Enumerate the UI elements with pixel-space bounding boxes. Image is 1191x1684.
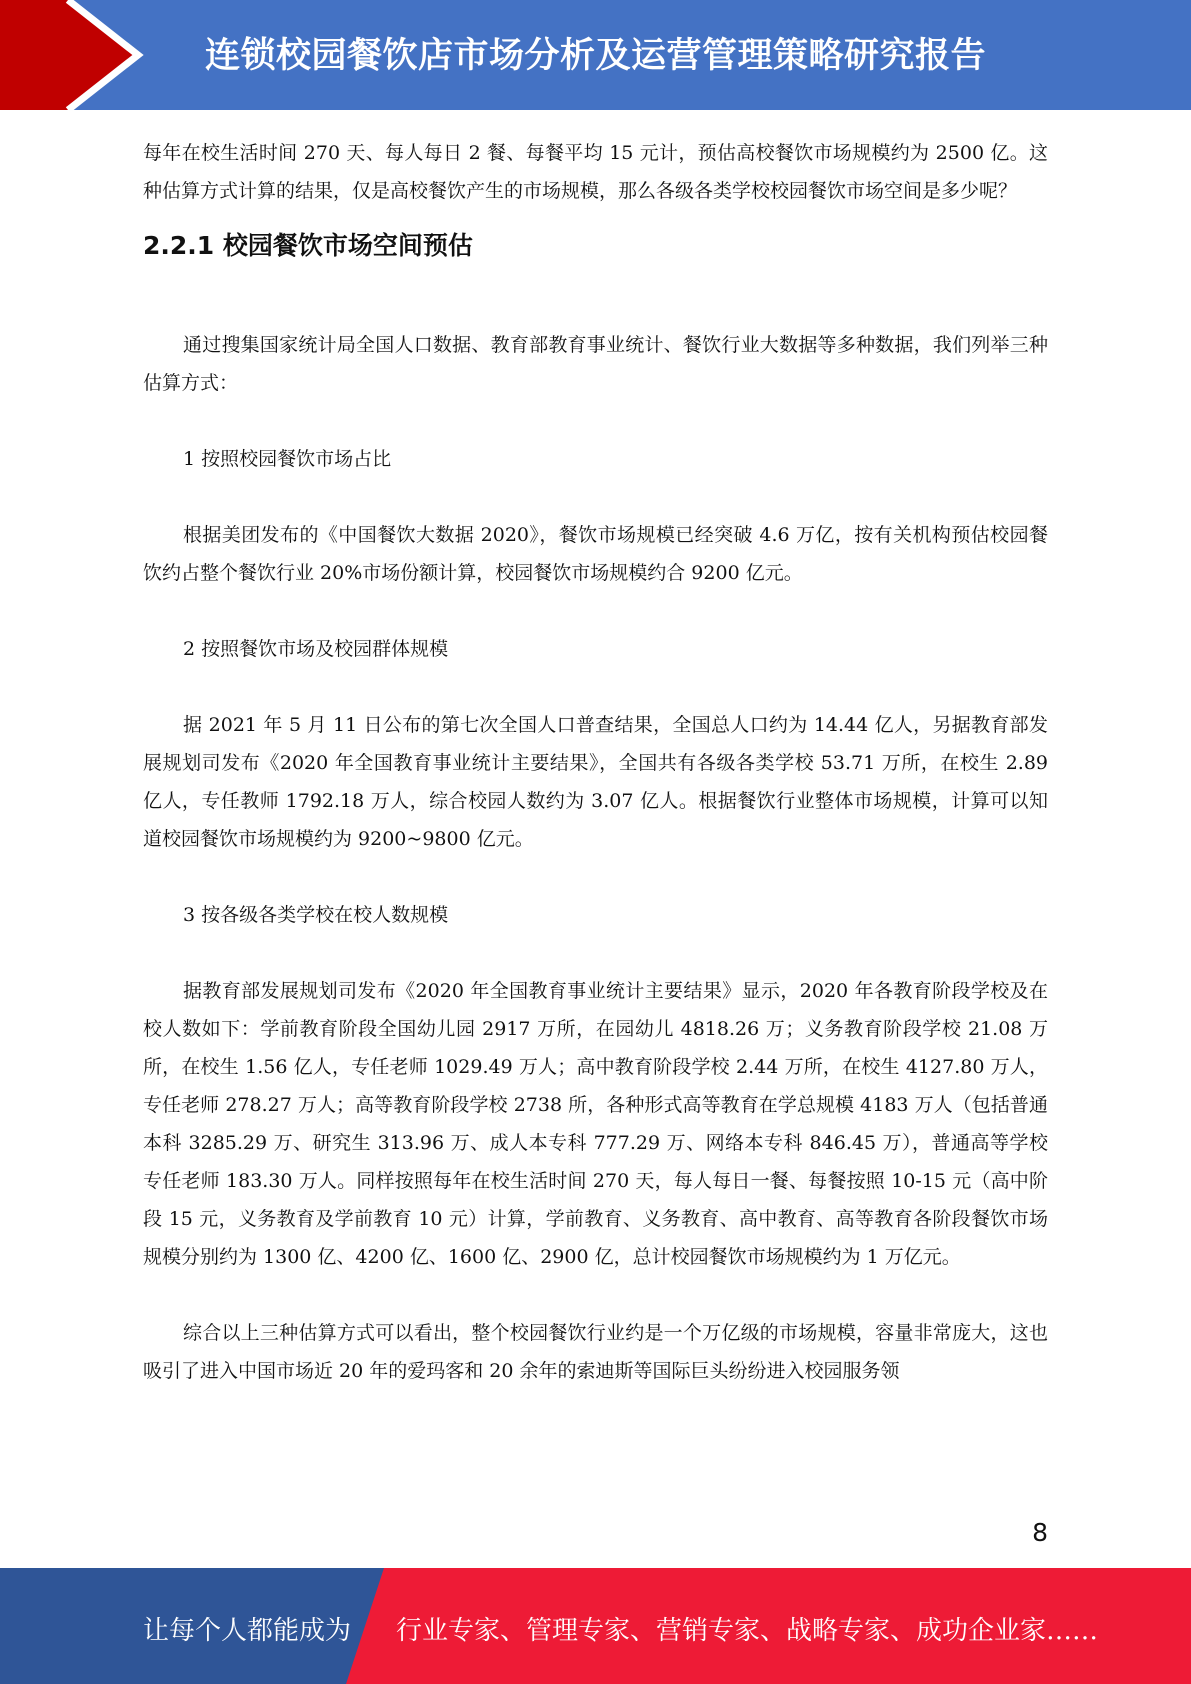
method-2-title: 2 按照餐饮市场及校园群体规模 — [183, 638, 449, 660]
method-1-title: 1 按照校园餐饮市场占比 — [183, 448, 392, 470]
conclusion-paragraph: 综合以上三种估算方式可以看出，整个校园餐饮行业约是一个万亿级的市场规模，容量非常庞大，这也吸引了进入中国市场近 20 年的爱玛客和 20 余年的索迪斯等国际巨头纷纷进入校园服务领 — [143, 1322, 1048, 1382]
method-2-paragraph: 据 2021 年 5 月 11 日公布的第七次全国人口普查结果，全国总人口约为 14.44 亿人，另据教育部发展规划司发布《2020 年全国教育事业统计主要结果》，全国共有各级各类学校 53.71 万所，在校生 2.89 亿人，专任教师 1792.18 万人，综合校园人数约为 3.07 亿人。根据餐饮行业整体市场规模，计算可以知道校园餐饮市场规模约为 9200~9800 亿元。 — [143, 714, 1048, 850]
document-title: 连锁校园餐饮店市场分析及运营管理策略研究报告 — [205, 36, 987, 76]
red-chevron — [0, 0, 138, 110]
footer-slogan-right: 行业专家、管理专家、营销专家、战略专家、成功企业家…… — [396, 1616, 1099, 1646]
footer-slogan-left: 让每个人都能成为 — [143, 1616, 352, 1646]
method-1-paragraph: 根据美团发布的《中国餐饮大数据 2020》，餐饮市场规模已经突破 4.6 万亿，按有关机构预估校园餐饮约占整个餐饮行业 20%市场份额计算，校园餐饮市场规模约合 9200 亿元。 — [143, 524, 1048, 584]
page-header — [0, 0, 1191, 110]
intro-paragraph: 每年在校生活时间 270 天、每人每日 2 餐、每餐平均 15 元计，预估高校餐饮市场规模约为 2500 亿。这种估算方式计算的结果，仅是高校餐饮产生的市场规模，那么各级各类学校校园餐饮市场空间是多少呢？ — [143, 142, 1048, 202]
page-footer — [0, 1568, 1191, 1684]
method-3-paragraph: 据教育部发展规划司发布《2020 年全国教育事业统计主要结果》显示，2020 年各教育阶段学校及在校人数如下：学前教育阶段全国幼儿园 2917 万所，在园幼儿 4818.26 万；义务教育阶段学校 21.08 万所，在校生 1.56 亿人，专任老师 1029.49 万人；高中教育阶段学校 2.44 万所，在校生 4127.80 万人，专任老师 278.27 万人；高等教育阶段学校 2738 所，各种形式高等教育在学总规模 4183 万人（包括普通本科 3285.29 万、研究生 313.96 万、成人本专科 777.29 万、网络本专科 846.45 万），普通高等学校专任老师 183.30 万人。同样按照每年在校生活时间 270 天，每人每日一餐、每餐按照 10-15 元（高中阶段 15 元，义务教育及学前教育 10 元）计算，学前教育、义务教育、高中教育、高等教育各阶段餐饮市场规模分别约为 1300 亿、4200 亿、1600 亿、2900 亿，总计校园餐饮市场规模约为 1 万亿元。 — [143, 980, 1048, 1268]
document-body — [143, 134, 1048, 1390]
section-heading: 2.2.1 校园餐饮市场空间预估 — [143, 231, 473, 260]
page-number: 8 — [1032, 1518, 1048, 1547]
sources-paragraph: 通过搜集国家统计局全国人口数据、教育部教育事业统计、餐饮行业大数据等多种数据，我们列举三种估算方式： — [143, 334, 1048, 394]
method-3-title: 3 按各级各类学校在校人数规模 — [183, 904, 449, 926]
